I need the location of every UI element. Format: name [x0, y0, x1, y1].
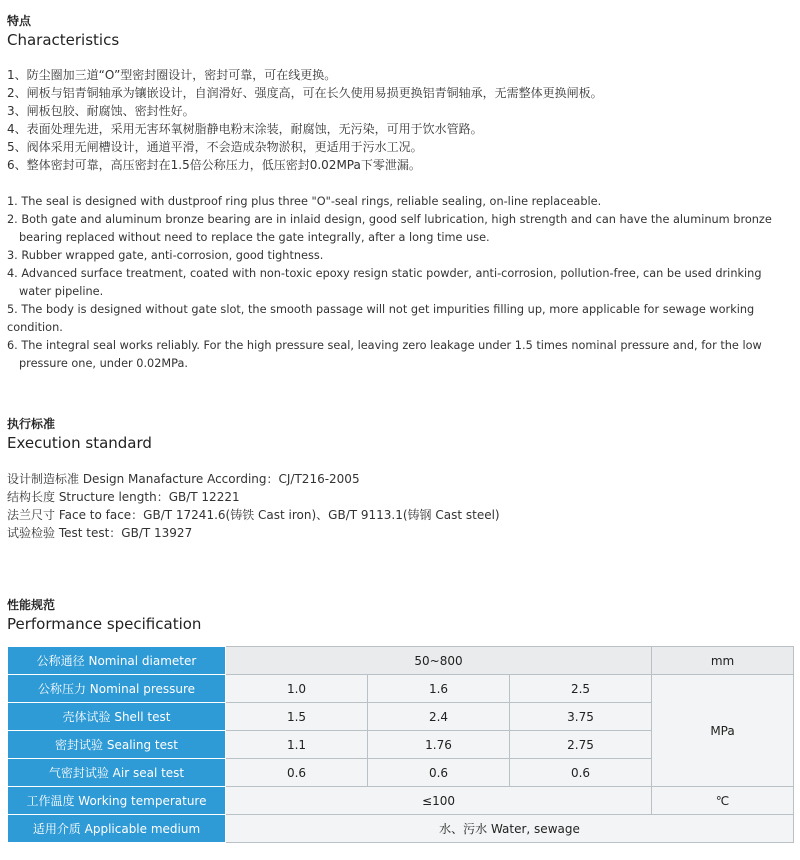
row-label-applicable-medium: 适用介质 Applicable medium — [8, 815, 226, 843]
list-item: 6、整体密封可靠，高压密封在1.5倍公称压力，低压密封0.02MPa下零泄漏。 — [7, 158, 421, 172]
characteristics-list-cn — [7, 66, 793, 174]
list-item: 法兰尺寸 Face to face：GB/T 17241.6(铸铁 Cast iron)、GB/T 9113.1(铸钢 Cast steel) — [7, 508, 500, 522]
execution-title-cn: 执行标准 — [7, 417, 56, 431]
list-item-continuation: bearing replaced without need to replace the gate integrally, after a long time use. — [19, 231, 490, 244]
list-item: 6. The integral seal works reliably. For the high pressure seal, leaving zero leakage under 1.5 times nominal pressure and, for the low — [7, 339, 762, 352]
working-temperature-unit: ℃ — [652, 787, 794, 815]
table-row — [8, 787, 794, 815]
applicable-medium-value: 水、污水 Water, sewage — [226, 815, 794, 843]
row-label-working-temperature: 工作温度 Working temperature — [8, 787, 226, 815]
list-item: 4、表面处理先进，采用无害环氧树脂静电粉末涂装，耐腐蚀，无污染，可用于饮水管路。 — [7, 122, 483, 136]
working-temperature-value: ≤100 — [226, 787, 652, 815]
row-label-nominal-diameter: 公称通径 Nominal diameter — [8, 647, 226, 675]
execution-title-en: Execution standard — [7, 434, 152, 452]
list-item: 2. Both gate and aluminum bronze bearing are in inlaid design, good self lubrication, high strength and can have the aluminum bronze — [7, 213, 772, 226]
list-item: 3. Rubber wrapped gate, anti-corrosion, good tightness. — [7, 249, 324, 262]
list-item: 4. Advanced surface treatment, coated with non-toxic epoxy resign static powder, anti-corrosion, pollution-free, can be used drinking — [7, 267, 762, 280]
table-row — [8, 675, 794, 703]
table-cell: 2.4 — [368, 703, 510, 731]
execution-list — [7, 470, 793, 542]
list-item: 2、闸板与铝青铜轴承为镶嵌设计，自润滑好、强度高，可在长久使用易损更换铝青铜轴承，无需整体更换闸板。 — [7, 86, 603, 100]
row-label-nominal-pressure: 公称压力 Nominal pressure — [8, 675, 226, 703]
table-cell: 2.75 — [510, 731, 652, 759]
table-row — [8, 647, 794, 675]
characteristics-list-en — [7, 193, 793, 373]
list-item: 1、防尘圈加三道“O”型密封圈设计，密封可靠，可在线更换。 — [7, 68, 337, 82]
characteristics-title-cn: 特点 — [7, 14, 32, 28]
list-item: 1. The seal is designed with dustproof ring plus three "O"-seal rings, reliable sealing, on-line replaceable. — [7, 195, 602, 208]
table-row — [8, 815, 794, 843]
list-item: 3、闸板包胶、耐腐蚀、密封性好。 — [7, 104, 195, 118]
table-cell: 3.75 — [510, 703, 652, 731]
performance-table — [7, 646, 794, 843]
table-cell: 1.5 — [226, 703, 368, 731]
table-cell: 1.76 — [368, 731, 510, 759]
row-label-air-seal-test: 气密封试验 Air seal test — [8, 759, 226, 787]
characteristics-heading — [7, 12, 119, 49]
list-item-continuation: pressure one, under 0.02MPa. — [19, 357, 188, 370]
table-cell: 1.6 — [368, 675, 510, 703]
table-cell: 0.6 — [510, 759, 652, 787]
pressure-unit-cell: MPa — [652, 675, 794, 787]
table-cell: 1.1 — [226, 731, 368, 759]
table-cell: 2.5 — [510, 675, 652, 703]
list-item: 结构长度 Structure length：GB/T 12221 — [7, 490, 240, 504]
table-cell: 0.6 — [368, 759, 510, 787]
table-cell: 1.0 — [226, 675, 368, 703]
performance-heading — [7, 596, 201, 633]
execution-heading — [7, 415, 152, 452]
characteristics-title-en: Characteristics — [7, 31, 120, 49]
nominal-diameter-value: 50~800 — [226, 647, 652, 675]
row-label-sealing-test: 密封试验 Sealing test — [8, 731, 226, 759]
performance-title-en: Performance specification — [7, 615, 202, 633]
list-item: 试验检验 Test test：GB/T 13927 — [7, 526, 193, 540]
list-item: 5. The body is designed without gate slot, the smooth passage will not get impurities filling up, more applicable for sewage working condition. — [7, 303, 755, 334]
list-item: 5、阀体采用无闸槽设计，通道平滑，不会造成杂物淤积，更适用于污水工况。 — [7, 140, 423, 154]
row-label-shell-test: 壳体试验 Shell test — [8, 703, 226, 731]
nominal-diameter-unit: mm — [652, 647, 794, 675]
list-item-continuation: water pipeline. — [19, 285, 104, 298]
table-cell: 0.6 — [226, 759, 368, 787]
list-item: 设计制造标准 Design Manafacture According：CJ/T216-2005 — [7, 472, 360, 486]
performance-title-cn: 性能规范 — [7, 598, 56, 612]
